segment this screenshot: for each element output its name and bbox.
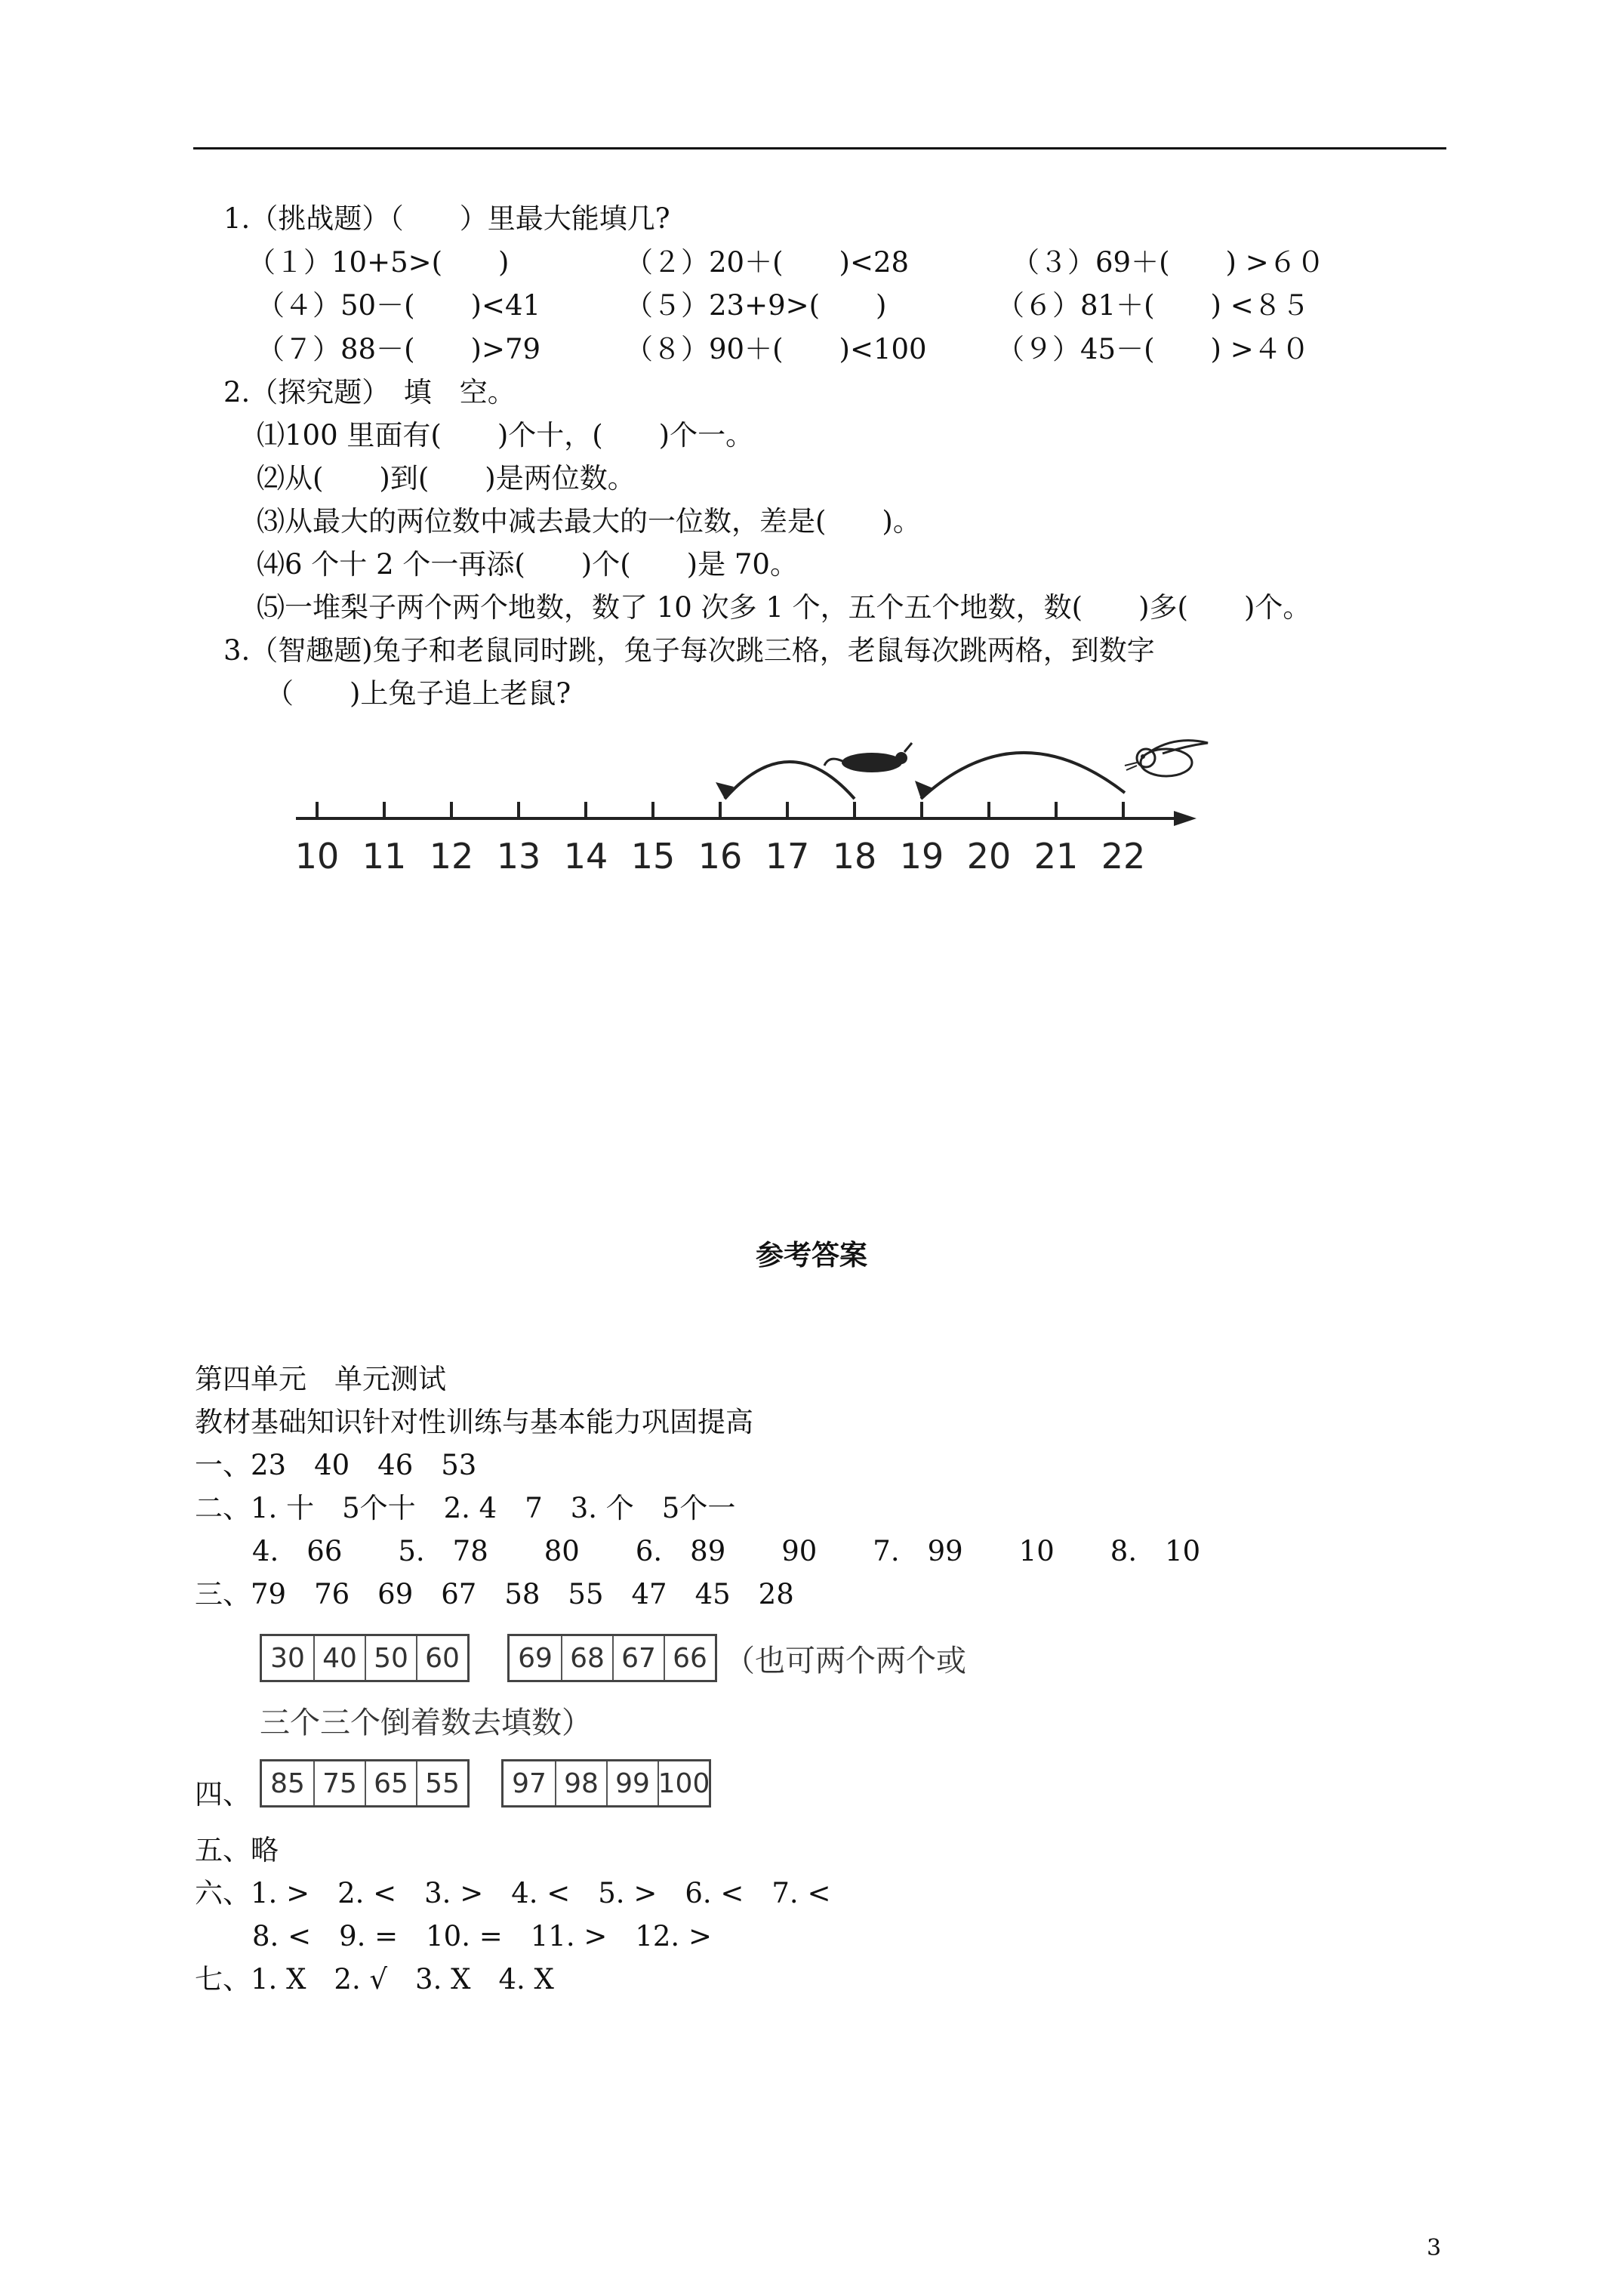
answer-four-label: 四、 — [195, 1778, 251, 1811]
answer-box-cell: 69 — [518, 1642, 553, 1674]
answer-boxes-note-2: 三个三个倒着数去填数） — [260, 1706, 592, 1740]
answers-subtitle: 教材基础知识针对性训练与基本能力巩固提高 — [195, 1406, 753, 1438]
number-line-label: 11 — [362, 836, 407, 877]
q1-item-3: （３）69＋( ) >６０ — [1012, 246, 1325, 279]
answer-boxes-a — [260, 1634, 470, 1682]
number-line-label: 13 — [496, 836, 541, 877]
q2-item-3: ⑶从最大的两位数中减去最大的一位数，差是( )。 — [257, 505, 921, 538]
answer-boxes-b — [507, 1634, 717, 1682]
number-line-figure — [287, 717, 1238, 891]
answer-five: 五、略 — [195, 1834, 279, 1866]
number-line-label: 14 — [563, 836, 608, 877]
q2-item-1: ⑴100 里面有( )个十，( )个一。 — [257, 419, 754, 451]
q1-item-9: （９）45－( ) >４０ — [996, 333, 1310, 365]
number-line-label: 21 — [1033, 836, 1079, 877]
answer-box-cell: 75 — [313, 1761, 365, 1805]
q2-item-5: ⑸一堆梨子两个两个地数，数了 10 次多 1 个，五个五个地数，数( )多( )个。 — [257, 591, 1311, 624]
answer-box-cell: 50 — [365, 1636, 416, 1680]
answer-one: 一、23 40 46 53 — [195, 1449, 477, 1481]
q3-line-2: （ )上兔子追上老鼠? — [266, 677, 571, 710]
answer-box-cell: 99 — [606, 1761, 658, 1805]
answer-box-cell: 97 — [512, 1767, 547, 1799]
q1-item-4: （４）50－( )<41 — [257, 289, 541, 322]
number-line-label: 16 — [698, 836, 743, 877]
number-line-label: 19 — [899, 836, 944, 877]
number-line-label: 10 — [294, 836, 340, 877]
q1-item-6: （６）81＋( ) <８５ — [996, 289, 1310, 322]
answer-box-cell: 100 — [658, 1761, 709, 1805]
answer-three: 三、79 76 69 67 58 55 47 45 28 — [195, 1578, 794, 1610]
answer-box-cell: 85 — [270, 1767, 305, 1799]
mouse-icon — [824, 743, 912, 772]
q3-line-1: 3.（智趣题)兔子和老鼠同时跳，兔子每次跳三格，老鼠每次跳两格，到数字 — [223, 634, 1155, 667]
answer-seven: 七、1. X 2. √ 3. X 4. X — [195, 1963, 554, 1996]
answer-box-cell: 66 — [664, 1636, 715, 1680]
answers-unit: 第四单元 单元测试 — [195, 1363, 446, 1395]
answer-two-b: 4. 66 5. 78 80 6. 89 90 7. 99 10 8. 10 — [252, 1535, 1201, 1567]
rabbit-jump-arc — [921, 753, 1125, 799]
answer-box-cell: 55 — [416, 1761, 467, 1805]
answer-boxes-d — [501, 1759, 711, 1808]
q2-item-4: ⑷6 个十 2 个一再添( )个( )是 70。 — [257, 548, 798, 581]
answer-box-cell: 68 — [561, 1636, 612, 1680]
answer-six-b: 8. < 9. = 10. = 11. > 12. > — [252, 1920, 712, 1952]
number-line-label: 17 — [765, 836, 810, 877]
answer-box-cell: 65 — [365, 1761, 416, 1805]
answer-box-cell: 60 — [416, 1636, 467, 1680]
answers-title: 参考答案 — [756, 1238, 867, 1271]
header-rule — [193, 147, 1446, 149]
q1-item-7: （７）88－( )>79 — [257, 333, 541, 365]
answer-six-a: 六、1. > 2. < 3. > 4. < 5. > 6. < 7. < — [195, 1877, 831, 1909]
q2-title: 2.（探究题） 填 空。 — [223, 376, 516, 408]
page-number: 3 — [1427, 2235, 1442, 2261]
number-line-arrow — [1174, 811, 1196, 826]
number-line-label: 15 — [630, 836, 676, 877]
q1-item-1: （１）10+5>( ) — [248, 246, 510, 279]
rabbit-icon — [1125, 741, 1208, 776]
q1-item-5: （５）23+9>( ) — [625, 289, 887, 322]
number-line-label: 12 — [429, 836, 474, 877]
answer-boxes-note-1: （也可两个两个或 — [725, 1644, 966, 1678]
answer-box-cell: 98 — [555, 1761, 606, 1805]
answer-box-cell: 30 — [270, 1642, 305, 1674]
number-line-label: 20 — [966, 836, 1012, 877]
q1-item-2: （２）20＋( )<28 — [625, 246, 910, 279]
number-line-label: 22 — [1101, 836, 1146, 877]
rabbit-jump-arrowhead — [915, 781, 933, 799]
number-line-label: 18 — [832, 836, 877, 877]
answer-box-cell: 67 — [612, 1636, 664, 1680]
q1-item-8: （８）90＋( )<100 — [625, 333, 927, 365]
answer-two-a: 二、1. 十 5个十 2. 4 7 3. 个 5个一 — [195, 1492, 736, 1524]
q1-title: 1.（挑战题）（ ）里最大能填几? — [223, 202, 670, 235]
answer-boxes-c — [260, 1759, 470, 1808]
mouse-jump-arc — [725, 762, 855, 799]
answer-box-cell: 40 — [313, 1636, 365, 1680]
q2-item-2: ⑵从( )到( )是两位数。 — [257, 462, 636, 495]
